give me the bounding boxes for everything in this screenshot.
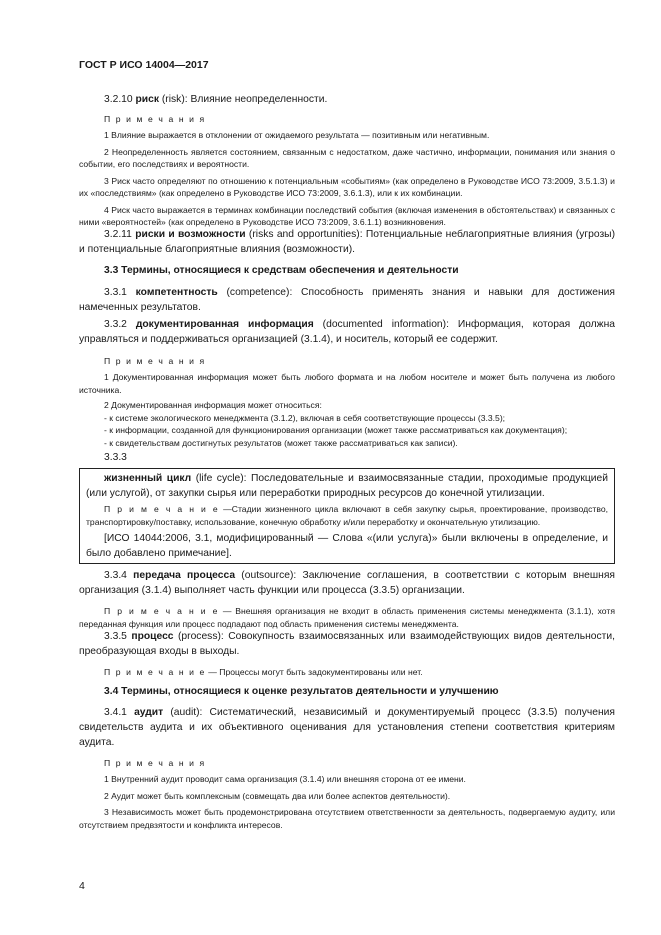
- notes-title: П р и м е ч а н и я: [104, 114, 206, 124]
- term-number: 3.2.11: [104, 229, 132, 240]
- term-definition: (life cycle): Последовательные и взаимосвязанные стадии, проходимые продукцией (или услугой), от закупки сырья или переработки природных ресурсов до конечной утилизации.: [86, 473, 608, 499]
- term-number: 3.3.1: [104, 287, 127, 298]
- note-item: 4 Риск часто выражается в терминах комбинации последствий события (включая изменения в обстоятельствах) и связанных с ними «вероятностей» (как определено в Руководстве ИСО 73:2009, 3.6.1.1) возникновения.: [79, 204, 615, 227]
- term-definition: (audit): Систематический, независимый и документируемый процесс (3.3.5) получения свидетельств аудита и их объективного оценивания для установления степени соответствия критериям аудита.: [79, 707, 615, 748]
- term-name: передача процесса: [133, 570, 236, 581]
- note-label: П р и м е ч а н и е: [104, 504, 220, 514]
- note-list-item: - к свидетельствам достигнутых результатов (может также рассматриваться как записи).: [104, 437, 458, 448]
- section-3-3-heading: 3.3 Термины, относящиеся к средствам обеспечения и деятельности: [104, 265, 459, 276]
- term-number: 3.3.4: [104, 570, 127, 581]
- term-number: 3.4.1: [104, 707, 127, 718]
- term-name: компетентность: [135, 287, 218, 298]
- term-number: 3.3.3: [104, 452, 127, 463]
- term-definition: (competence): Способность применять знания и навыки для достижения намеченных результатов.: [79, 287, 615, 313]
- term-source: [ИСО 14044:2006, 3.1, модифицированный — Слова «(или услуга)» были включены в определение, и было добавлено примечание].: [86, 533, 608, 559]
- document-header: ГОСТ Р ИСО 14004—2017: [79, 59, 209, 71]
- note-item: 1 Внутренний аудит проводит сама организация (3.1.4) или внешняя сторона от ее имени.: [104, 774, 466, 784]
- note-text: — Внешняя организация не входит в область применения системы менеджмента (3.1.1), хотя переданная функция или процесс подпадают под область применения системы менеджмента.: [79, 606, 615, 629]
- note-label: П р и м е ч а н и е: [104, 606, 219, 616]
- term-definition: (risk): Влияние неопределенности.: [159, 94, 328, 105]
- term-3-2-11: [79, 227, 615, 257]
- term-definition: (process): Совокупность взаимосвязанных или взаимодействующих видов деятельности, преобразующая входы в выходы.: [79, 631, 615, 657]
- term-number: 3.2.10: [104, 94, 133, 105]
- term-name: документированная информация: [135, 319, 314, 330]
- note-text: — Процессы могут быть задокументированы или нет.: [205, 667, 423, 677]
- term-number: 3.3.5: [104, 631, 127, 642]
- term-definition: (outsource): Заключение соглашения, в соответствии с которым внешняя организация (3.1.4) выполняет часть функции или процесса (3.3.5) организации.: [79, 570, 615, 596]
- term-name: жизненный цикл: [104, 473, 192, 484]
- note-text: —Стадии жизненного цикла включают в себя закупку сырья, проектирование, производство, транспортировку/поставку, использование, конечную обработку и/или переработку и окончательную утилизацию.: [86, 504, 608, 527]
- term-3-4-1: [79, 705, 615, 831]
- note-item: 1 Влияние выражается в отклонении от ожидаемого результата — позитивным или негативным.: [104, 130, 490, 140]
- term-3-3-4: [79, 568, 615, 630]
- term-box: [79, 468, 615, 564]
- term-definition: (risks and opportunities): Потенциальные неблагоприятные влияния (угрозы) и потенциальные благоприятные влияния (возможности).: [79, 229, 615, 255]
- note-item: 2 Неопределенность является состоянием, связанным с недостатком, даже частично, информации, понимания или знания о событии, его последствиях и вероятности.: [79, 146, 615, 169]
- term-name: процесс: [131, 631, 174, 642]
- note-item: 1 Документированная информация может быть любого формата и на любом носителе и может быть получена из любого источника.: [79, 372, 615, 395]
- term-3-2-10: [79, 92, 615, 229]
- notes-title: П р и м е ч а н и я: [104, 758, 206, 768]
- note-label: П р и м е ч а н и е: [104, 667, 206, 677]
- note-list-item: - к информации, созданной для функционирования организации (может также рассматриваться как документация);: [104, 425, 568, 435]
- term-definition: (documented information): Информация, которая должна управляться и поддерживаться организацией (3.1.4), и носитель, который ее содержит.: [79, 319, 615, 345]
- notes-title: П р и м е ч а н и я: [104, 356, 206, 366]
- term-3-3-3: [79, 450, 615, 564]
- note-item: 3 Риск часто определяют по отношению к потенциальным «событиям» (как определено в Руководстве ИСО 73:2009, 3.5.1.3) и их «последствиям» (как определено в Руководстве ИСО 73:2009, 3.6.1.3), или к их комбинации.: [79, 175, 615, 198]
- term-number: 3.3.2: [104, 319, 127, 330]
- page-number: 4: [79, 880, 85, 892]
- term-3-3-2: [79, 317, 615, 449]
- note-list-item: - к системе экологического менеджмента (3.1.2), включая в себя соответствующие процессы (3.3.5);: [104, 412, 506, 423]
- term-name: аудит: [134, 707, 164, 718]
- term-name: риски и возможности: [135, 229, 246, 240]
- term-name: риск: [135, 94, 160, 105]
- term-3-3-1: [79, 285, 615, 315]
- note-item: 3 Независимость может быть продемонстрирована отсутствием ответственности за деятельность, подвергаемую аудиту, или отсутствием предвзятости и конфликта интересов.: [79, 807, 615, 830]
- section-3-4-heading: 3.4 Термины, относящиеся к оценке результатов деятельности и улучшению: [104, 686, 499, 697]
- note-item: 2 Документированная информация может относиться:: [104, 400, 322, 410]
- note-item: 2 Аудит может быть комплексным (совмещать два или более аспектов деятельности).: [104, 790, 451, 801]
- term-3-3-5: [79, 629, 615, 679]
